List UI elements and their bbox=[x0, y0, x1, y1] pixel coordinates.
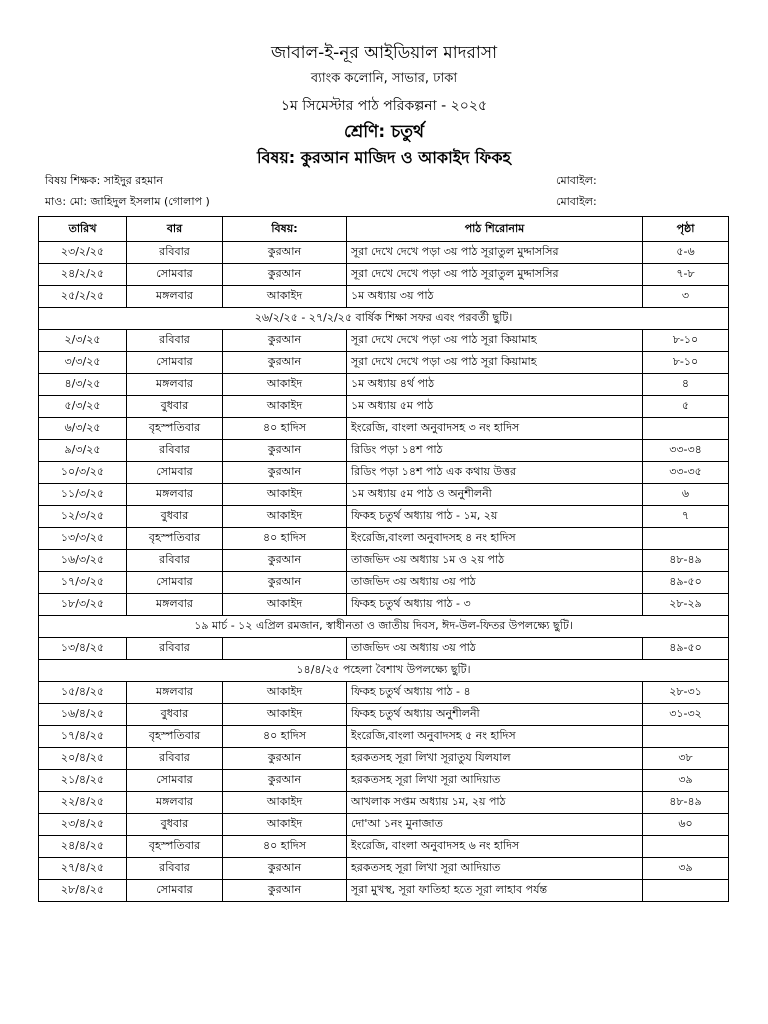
cell-date: ২৪/২/২৫ bbox=[39, 264, 127, 286]
cell-subject: কুরআন bbox=[223, 572, 347, 594]
table-row bbox=[39, 858, 729, 880]
cell-page: ৮-১০ bbox=[643, 352, 729, 374]
cell-subject: আকাইদ bbox=[223, 682, 347, 704]
cell-page: ৪৯-৫০ bbox=[643, 572, 729, 594]
cell-page: ২৮-২৯ bbox=[643, 594, 729, 616]
lesson-plan-table bbox=[38, 216, 729, 902]
cell-day: সোমবার bbox=[127, 572, 223, 594]
table-row bbox=[39, 880, 729, 902]
cell-date: ২১/৪/২৫ bbox=[39, 770, 127, 792]
cell-subject: কুরআন bbox=[223, 550, 347, 572]
table-row bbox=[39, 814, 729, 836]
cell-page: ৩১-৩২ bbox=[643, 704, 729, 726]
cell-page bbox=[643, 836, 729, 858]
cell-date: ১৩/৪/২৫ bbox=[39, 638, 127, 660]
cell-subject: আকাইদ bbox=[223, 704, 347, 726]
cell-lesson-title: হরকতসহ সূরা লিখা সূরা আদিয়াত bbox=[347, 858, 643, 880]
class-title: শ্রেণি: চতুর্থ bbox=[343, 122, 425, 142]
cell-subject: আকাইদ bbox=[223, 396, 347, 418]
cell-lesson-title: ১ম অধ্যায় ৪র্থ পাঠ bbox=[347, 374, 643, 396]
teacher-name: বিষয় শিক্ষক: সাইদুর রহমান bbox=[45, 174, 163, 187]
cell-lesson-title: ফিকহ চতুর্থ অধ্যায় পাঠ - ৩ bbox=[347, 594, 643, 616]
cell-subject: কুরআন bbox=[223, 770, 347, 792]
table-row bbox=[39, 506, 729, 528]
cell-subject: কুরআন bbox=[223, 880, 347, 902]
cell-page: ৬০ bbox=[643, 814, 729, 836]
cell-date: ১৭/৪/২৫ bbox=[39, 726, 127, 748]
cell-subject: আকাইদ bbox=[223, 506, 347, 528]
table-row bbox=[39, 572, 729, 594]
cell-day: বৃহস্পতিবার bbox=[127, 528, 223, 550]
cell-lesson-title: তাজভিদ ৩য় অধ্যায় ১ম ও ২য় পাঠ bbox=[347, 550, 643, 572]
cell-lesson-title: দো'আ ১নং মুনাজাত bbox=[347, 814, 643, 836]
cell-subject: কুরআন bbox=[223, 748, 347, 770]
cell-day: বুধবার bbox=[127, 704, 223, 726]
cell-page: ৩ bbox=[643, 286, 729, 308]
table-header-row bbox=[39, 217, 729, 242]
cell-subject: কুরআন bbox=[223, 352, 347, 374]
cell-date: ১১/৩/২৫ bbox=[39, 484, 127, 506]
table-row bbox=[39, 462, 729, 484]
cell-subject: ৪০ হাদিস bbox=[223, 418, 347, 440]
cell-day: বৃহস্পতিবার bbox=[127, 836, 223, 858]
cell-lesson-title: সূরা দেখে দেখে পড়া ৩য় পাঠ সূরা কিয়ামাহ bbox=[347, 352, 643, 374]
cell-day: রবিবার bbox=[127, 550, 223, 572]
cell-lesson-title: তাজভিদ ৩য় অধ্যায় ৩য় পাঠ bbox=[347, 572, 643, 594]
cell-day: বুধবার bbox=[127, 396, 223, 418]
cell-lesson-title: হরকতসহ সূরা লিখা সূরাতুয যিলযাল bbox=[347, 748, 643, 770]
header-lesson-title: পাঠ শিরোনাম bbox=[347, 217, 643, 242]
cell-page: ৪৯-৫০ bbox=[643, 638, 729, 660]
table-row bbox=[39, 594, 729, 616]
cell-lesson-title: সূরা দেখে দেখে পড়া ৩য় পাঠ সূরা কিয়ামাহ bbox=[347, 330, 643, 352]
table-row bbox=[39, 242, 729, 264]
cell-date: ৯/৩/২৫ bbox=[39, 440, 127, 462]
cell-subject: ৪০ হাদিস bbox=[223, 528, 347, 550]
cell-date: ২/৩/২৫ bbox=[39, 330, 127, 352]
table-row bbox=[39, 374, 729, 396]
cell-page: ৬ bbox=[643, 484, 729, 506]
cell-page: ৭ bbox=[643, 506, 729, 528]
mobile-label-1: মোবাইল: bbox=[556, 174, 597, 187]
table-row bbox=[39, 286, 729, 308]
table-row bbox=[39, 264, 729, 286]
cell-day: রবিবার bbox=[127, 330, 223, 352]
table-row bbox=[39, 704, 729, 726]
cell-lesson-title: ১ম অধ্যায় ৩য় পাঠ bbox=[347, 286, 643, 308]
cell-date: ১৬/৪/২৫ bbox=[39, 704, 127, 726]
header-subject: বিষয়: bbox=[223, 217, 347, 242]
cell-subject: আকাইদ bbox=[223, 594, 347, 616]
table-row bbox=[39, 836, 729, 858]
cell-lesson-title: সূরা মুখস্থ, সূরা ফাতিহা হতে সূরা লাহাব পর্যন্ত bbox=[347, 880, 643, 902]
cell-day: মঙ্গলবার bbox=[127, 374, 223, 396]
holiday-note: ২৬/২/২৫ - ২৭/২/২৫ বার্ষিক শিক্ষা সফর এবং পরবর্তী ছুটি। bbox=[39, 308, 729, 330]
cell-page bbox=[643, 418, 729, 440]
cell-day: মঙ্গলবার bbox=[127, 594, 223, 616]
cell-date: ১৬/৩/২৫ bbox=[39, 550, 127, 572]
cell-lesson-title: হরকতসহ সূরা লিখা সূরা আদিয়াত bbox=[347, 770, 643, 792]
cell-date: ২৩/৪/২৫ bbox=[39, 814, 127, 836]
table-row bbox=[39, 528, 729, 550]
cell-page: ৮-১০ bbox=[643, 330, 729, 352]
cell-date: ৫/৩/২৫ bbox=[39, 396, 127, 418]
table-row bbox=[39, 396, 729, 418]
cell-lesson-title: আখলাক সপ্তম অধ্যায় ১ম, ২য় পাঠ bbox=[347, 792, 643, 814]
cell-day: বৃহস্পতিবার bbox=[127, 726, 223, 748]
table-row bbox=[39, 550, 729, 572]
cell-page: ৩৯ bbox=[643, 858, 729, 880]
cell-date: ১৭/৩/২৫ bbox=[39, 572, 127, 594]
guardian-name: মাও: মো: জাহিদুল ইসলাম (গোলাপ ) bbox=[45, 195, 210, 208]
table-row bbox=[39, 770, 729, 792]
table-row bbox=[39, 748, 729, 770]
table-row bbox=[39, 682, 729, 704]
cell-day: সোমবার bbox=[127, 264, 223, 286]
cell-page: ৩৯ bbox=[643, 770, 729, 792]
cell-subject: কুরআন bbox=[223, 264, 347, 286]
cell-day: মঙ্গলবার bbox=[127, 484, 223, 506]
holiday-note: ১৯ মার্চ - ১২ এপ্রিল রমজান, স্বাধীনতা ও জাতীয় দিবস, ঈদ-উল-ফিতর উপলক্ষ্যে ছুটি। bbox=[39, 616, 729, 638]
cell-day: রবিবার bbox=[127, 242, 223, 264]
cell-lesson-title: ১ম অধ্যায় ৫ম পাঠ bbox=[347, 396, 643, 418]
cell-subject: আকাইদ bbox=[223, 814, 347, 836]
cell-day: রবিবার bbox=[127, 638, 223, 660]
cell-day: সোমবার bbox=[127, 880, 223, 902]
cell-date: ৩/৩/২৫ bbox=[39, 352, 127, 374]
cell-page: ৫ bbox=[643, 396, 729, 418]
cell-lesson-title: সূরা দেখে দেখে পড়া ৩য় পাঠ সূরাতুল মুদ্দাসসির bbox=[347, 242, 643, 264]
cell-subject: কুরআন bbox=[223, 440, 347, 462]
cell-subject bbox=[223, 638, 347, 660]
holiday-note-row bbox=[39, 308, 729, 330]
cell-subject: কুরআন bbox=[223, 330, 347, 352]
cell-lesson-title: রিডিং পড়া ১৪শ পাঠ এক কথায় উত্তর bbox=[347, 462, 643, 484]
cell-lesson-title: ১ম অধ্যায় ৫ম পাঠ ও অনুশীলনী bbox=[347, 484, 643, 506]
cell-subject: কুরআন bbox=[223, 858, 347, 880]
cell-lesson-title: ফিকহ চতুর্থ অধ্যায় পাঠ - ১ম, ২য় bbox=[347, 506, 643, 528]
cell-page: ৪ bbox=[643, 374, 729, 396]
cell-lesson-title: ইংরেজি,বাংলা অনুবাদসহ ৫ নং হাদিস bbox=[347, 726, 643, 748]
table-row bbox=[39, 792, 729, 814]
cell-day: রবিবার bbox=[127, 748, 223, 770]
cell-lesson-title: ফিকহ চতুর্থ অধ্যায় পাঠ - ৪ bbox=[347, 682, 643, 704]
cell-subject: কুরআন bbox=[223, 462, 347, 484]
cell-subject: আকাইদ bbox=[223, 792, 347, 814]
cell-day: রবিবার bbox=[127, 858, 223, 880]
cell-page: ২৮-৩১ bbox=[643, 682, 729, 704]
cell-day: বুধবার bbox=[127, 506, 223, 528]
cell-day: রবিবার bbox=[127, 440, 223, 462]
cell-date: ১৫/৪/২৫ bbox=[39, 682, 127, 704]
cell-page: ৫-৬ bbox=[643, 242, 729, 264]
holiday-note-row bbox=[39, 616, 729, 638]
cell-day: সোমবার bbox=[127, 462, 223, 484]
cell-lesson-title: ইংরেজি, বাংলা অনুবাদসহ ৩ নং হাদিস bbox=[347, 418, 643, 440]
table-body bbox=[39, 242, 729, 902]
cell-subject: কুরআন bbox=[223, 242, 347, 264]
cell-date: ২৩/২/২৫ bbox=[39, 242, 127, 264]
cell-day: বৃহস্পতিবার bbox=[127, 418, 223, 440]
cell-date: ১৮/৩/২৫ bbox=[39, 594, 127, 616]
cell-date: ১২/৩/২৫ bbox=[39, 506, 127, 528]
table-row bbox=[39, 418, 729, 440]
subject-title: বিষয়: কুরআন মাজিদ ও আকাইদ ফিকহ bbox=[257, 148, 511, 167]
cell-lesson-title: ইংরেজি, বাংলা অনুবাদসহ ৬ নং হাদিস bbox=[347, 836, 643, 858]
table-row bbox=[39, 726, 729, 748]
cell-lesson-title: রিডিং পড়া ১৪শ পাঠ bbox=[347, 440, 643, 462]
table-row bbox=[39, 484, 729, 506]
institution-address: ব্যাংক কলোনি, সাভার, ঢাকা bbox=[310, 71, 458, 86]
cell-page: ৩৩-৩৪ bbox=[643, 440, 729, 462]
cell-lesson-title: ইংরেজি,বাংলা অনুবাদসহ ৪ নং হাদিস bbox=[347, 528, 643, 550]
cell-day: সোমবার bbox=[127, 352, 223, 374]
mobile-label-2: মোবাইল: bbox=[556, 195, 597, 208]
cell-date: ১৩/৩/২৫ bbox=[39, 528, 127, 550]
cell-date: ২৭/৪/২৫ bbox=[39, 858, 127, 880]
institution-name: জাবাল-ই-নূর আইডিয়াল মাদরাসা bbox=[270, 43, 497, 63]
cell-lesson-title: তাজভিদ ৩য় অধ্যায় ৩য় পাঠ bbox=[347, 638, 643, 660]
cell-date: ২৮/৪/২৫ bbox=[39, 880, 127, 902]
cell-page bbox=[643, 528, 729, 550]
cell-day: সোমবার bbox=[127, 770, 223, 792]
cell-date: ২৫/২/২৫ bbox=[39, 286, 127, 308]
holiday-note-row bbox=[39, 660, 729, 682]
header-date: তারিখ bbox=[39, 217, 127, 242]
cell-subject: ৪০ হাদিস bbox=[223, 836, 347, 858]
cell-subject: ৪০ হাদিস bbox=[223, 726, 347, 748]
cell-date: ২৪/৪/২৫ bbox=[39, 836, 127, 858]
cell-page bbox=[643, 726, 729, 748]
cell-day: মঙ্গলবার bbox=[127, 286, 223, 308]
table-row bbox=[39, 330, 729, 352]
cell-day: বুধবার bbox=[127, 814, 223, 836]
cell-subject: আকাইদ bbox=[223, 374, 347, 396]
cell-date: ২২/৪/২৫ bbox=[39, 792, 127, 814]
table-row bbox=[39, 638, 729, 660]
cell-day: মঙ্গলবার bbox=[127, 792, 223, 814]
cell-page: ৪৮-৪৯ bbox=[643, 792, 729, 814]
cell-page: ৭-৮ bbox=[643, 264, 729, 286]
cell-subject: আকাইদ bbox=[223, 286, 347, 308]
cell-page bbox=[643, 880, 729, 902]
cell-date: ১০/৩/২৫ bbox=[39, 462, 127, 484]
cell-date: ৪/৩/২৫ bbox=[39, 374, 127, 396]
holiday-note: ১৪/৪/২৫ পহেলা বৈশাখ উপলক্ষ্যে ছুটি। bbox=[39, 660, 729, 682]
cell-date: ২০/৪/২৫ bbox=[39, 748, 127, 770]
table-row bbox=[39, 440, 729, 462]
cell-subject: আকাইদ bbox=[223, 484, 347, 506]
cell-page: ৩৮ bbox=[643, 748, 729, 770]
cell-page: ৪৮-৪৯ bbox=[643, 550, 729, 572]
cell-page: ৩৩-৩৫ bbox=[643, 462, 729, 484]
cell-date: ৬/৩/২৫ bbox=[39, 418, 127, 440]
cell-lesson-title: ফিকহ চতুর্থ অধ্যায় অনুশীলনী bbox=[347, 704, 643, 726]
table-row bbox=[39, 352, 729, 374]
header-day: বার bbox=[127, 217, 223, 242]
cell-lesson-title: সূরা দেখে দেখে পড়া ৩য় পাঠ সূরাতুল মুদ্দাসসির bbox=[347, 264, 643, 286]
header-page: পৃষ্ঠা bbox=[643, 217, 729, 242]
plan-title: ১ম সিমেস্টার পাঠ পরিকল্পনা - ২০২৫ bbox=[280, 98, 488, 114]
cell-day: মঙ্গলবার bbox=[127, 682, 223, 704]
